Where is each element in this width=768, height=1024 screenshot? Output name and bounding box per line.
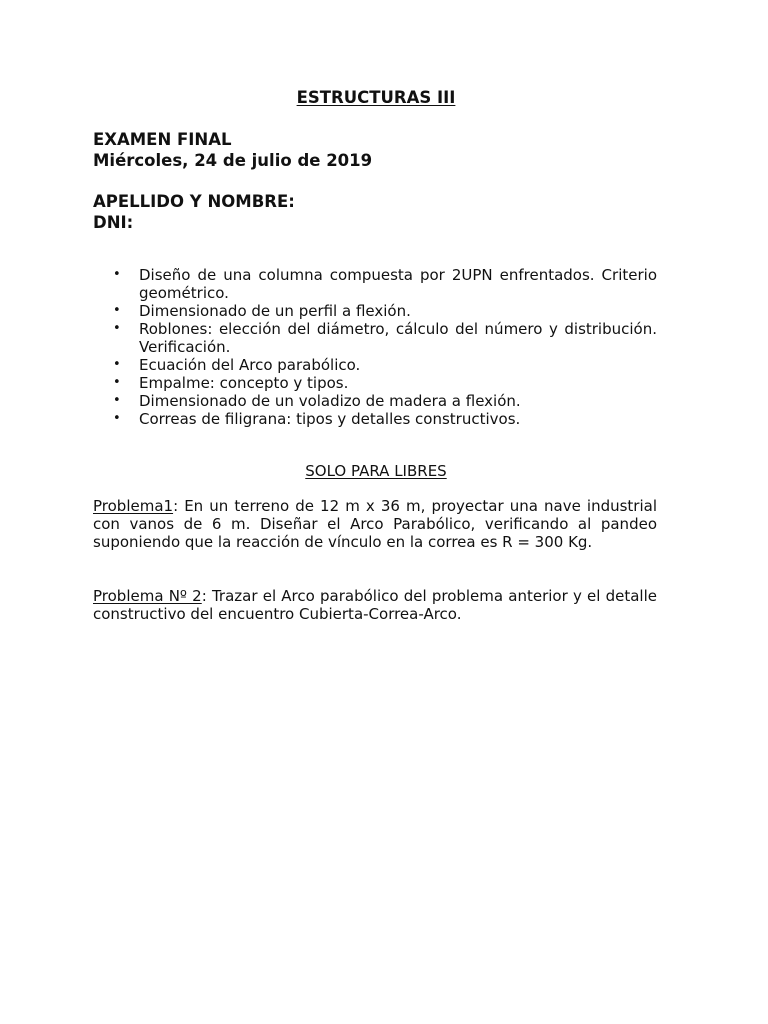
bullet-icon: • [113, 321, 121, 336]
problem-2-text: : Trazar el Arco parabólico del problema anterior y el detalle constructivo del encuentro Cubierta-Correa-Arco. [93, 587, 657, 623]
problem-2-label: Problema Nº 2 [93, 587, 202, 605]
problem-1-label: Problema1 [93, 497, 174, 515]
bullet-icon: • [113, 411, 121, 426]
topic-item [93, 410, 657, 428]
topic-text: Empalme: concepto y tipos. [139, 374, 349, 392]
topic-item [93, 374, 657, 392]
topic-text: Roblones: elección del diámetro, cálculo del número y distribución. Verificación. [139, 320, 657, 356]
topic-item [93, 320, 657, 356]
topic-list [93, 266, 657, 428]
bullet-icon: • [113, 393, 121, 408]
topic-text: Dimensionado de un perfil a flexión. [139, 302, 411, 320]
problem-1-text: : En un terreno de 12 m x 36 m, proyectar una nave industrial con vanos de 6 m. Diseñar el Arco Parabólico, verificando al pandeo suponiendo que la reacción de vínculo en la correa es R = 300 Kg. [93, 497, 657, 551]
dni-label: DNI: [93, 213, 134, 232]
document-title: ESTRUCTURAS III [296, 88, 456, 107]
topic-item [93, 266, 657, 302]
topic-text: Diseño de una columna compuesta por 2UPN enfrentados. Criterio geométrico. [139, 266, 657, 302]
exam-type: EXAMEN FINAL [93, 130, 232, 149]
bullet-icon: • [113, 357, 121, 372]
problem-1 [93, 497, 657, 551]
bullet-icon: • [113, 303, 121, 318]
topic-item [93, 392, 657, 410]
topic-text: Ecuación del Arco parabólico. [139, 356, 361, 374]
name-label: APELLIDO Y NOMBRE: [93, 192, 295, 211]
topic-item [93, 302, 657, 320]
exam-header [93, 129, 372, 171]
topic-text: Dimensionado de un voladizo de madera a flexión. [139, 392, 521, 410]
problem-2 [93, 587, 657, 623]
exam-date: Miércoles, 24 de julio de 2019 [93, 151, 373, 170]
topic-item [93, 356, 657, 374]
bullet-icon: • [113, 267, 121, 282]
section-title: SOLO PARA LIBRES [305, 462, 447, 480]
bullet-icon: • [113, 375, 121, 390]
student-info [93, 191, 295, 233]
topic-text: Correas de filigrana: tipos y detalles constructivos. [139, 410, 521, 428]
